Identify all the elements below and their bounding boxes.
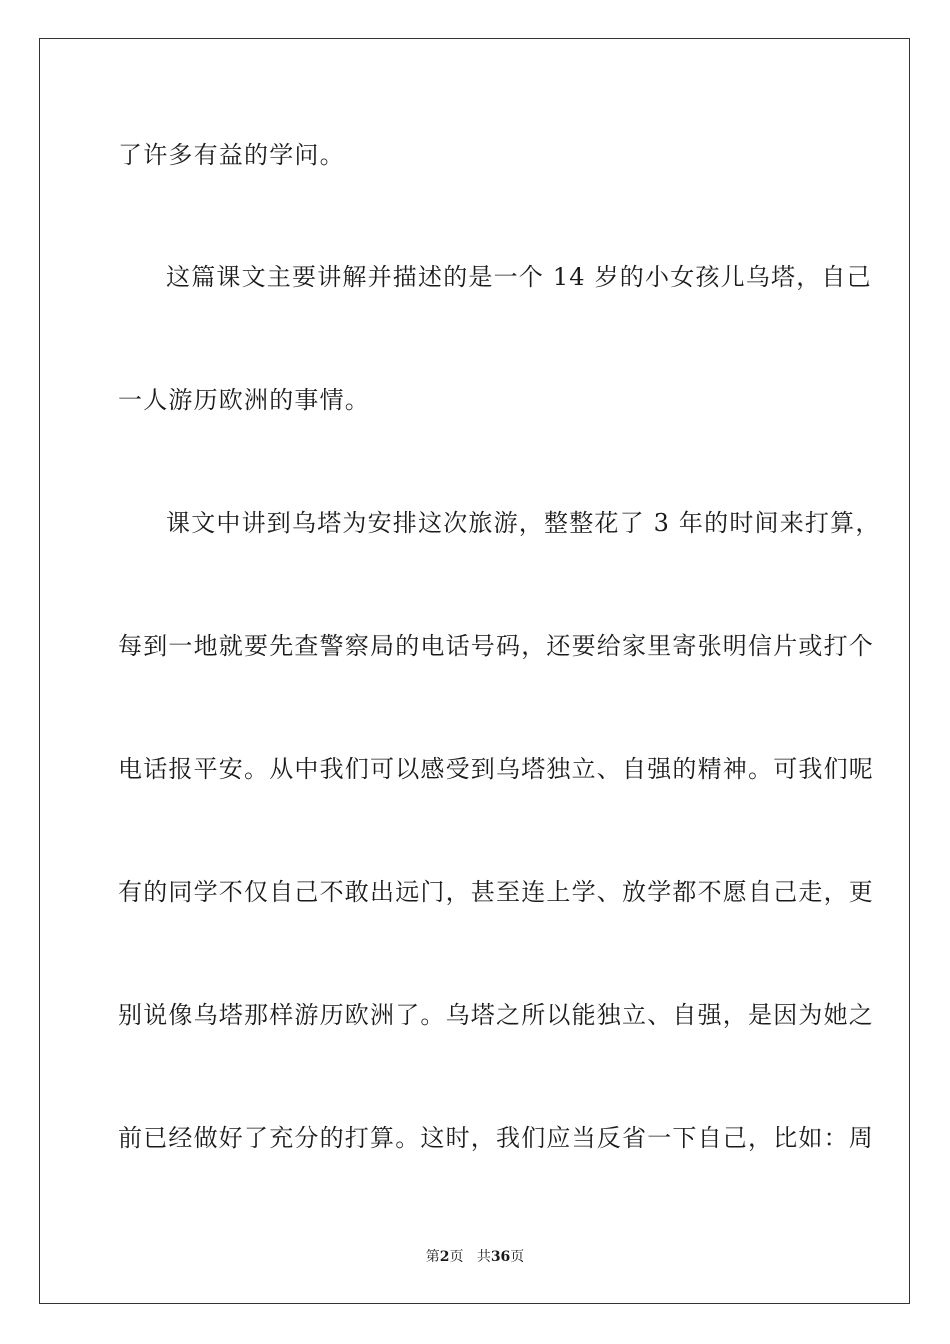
text-line-9: 前已经做好了充分的打算。这时，我们应当反省一下自己，比如：周	[118, 1124, 874, 1152]
text-line-5: 每到一地就要先查警察局的电话号码，还要给家里寄张明信片或打个	[118, 632, 874, 660]
text-line-1: 了许多有益的学问。	[118, 141, 345, 169]
page-prefix: 第	[425, 1249, 440, 1265]
text-line-8: 别说像乌塔那样游历欧洲了。乌塔之所以能独立、自强，是因为她之	[118, 1001, 874, 1029]
total-suffix: 页	[510, 1249, 525, 1265]
text-line-3: 一人游历欧洲的事情。	[118, 386, 370, 414]
total-pages: 36	[490, 1249, 511, 1265]
page-footer	[0, 1248, 950, 1266]
page-number: 2	[439, 1249, 450, 1265]
text-line-6: 电话报平安。从中我们可以感受到乌塔独立、自强的精神。可我们呢	[118, 755, 874, 783]
page-border	[39, 38, 910, 1304]
total-prefix: 共	[476, 1249, 491, 1265]
text-line-2: 这篇课文主要讲解并描述的是一个 14 岁的小女孩儿乌塔，自己	[166, 263, 872, 291]
page-suffix: 页	[449, 1249, 464, 1265]
text-line-7: 有的同学不仅自己不敢出远门，甚至连上学、放学都不愿自己走，更	[118, 878, 874, 906]
text-line-4: 课文中讲到乌塔为安排这次旅游，整整花了 3 年的时间来打算，	[166, 509, 881, 537]
